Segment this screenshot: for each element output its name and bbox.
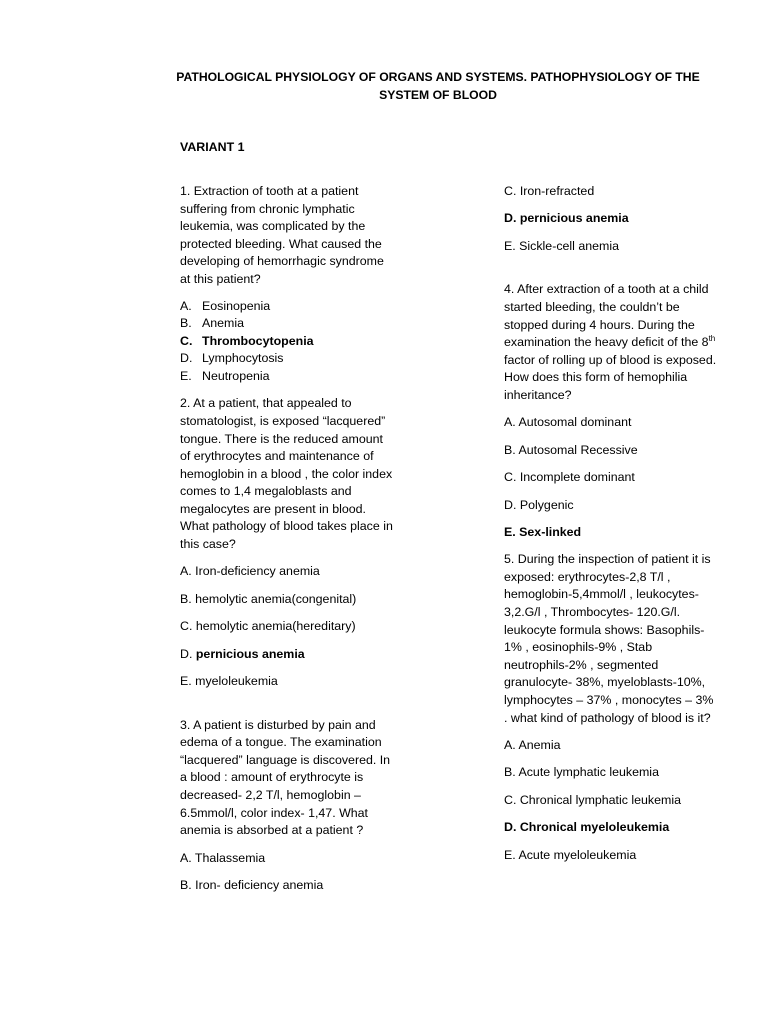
option-text: Thrombocytopenia bbox=[202, 333, 314, 348]
superscript: th bbox=[708, 334, 716, 344]
q5-option-c: C. Chronical lymphatic leukemia bbox=[504, 792, 681, 807]
q3-option-d-answer: D. pernicious anemia bbox=[504, 211, 629, 226]
q4-option-c: C. Incomplete dominant bbox=[504, 470, 635, 485]
option-marker: B. bbox=[180, 316, 192, 331]
spacer bbox=[504, 255, 719, 281]
q4-option-b: B. Autosomal Recessive bbox=[504, 442, 638, 457]
q4-option-d: D. Polygenic bbox=[504, 497, 574, 512]
question-1-options bbox=[180, 298, 395, 386]
question-1-text: 1. Extraction of tooth at a patient suffering from chronic lymphatic leukemia, was complicated by the protected bleeding. What caused the developing of hemorrhagic syndrome at this patient? bbox=[180, 184, 384, 286]
option-text: Anemia bbox=[202, 316, 245, 331]
q2-option-b: B. hemolytic anemia(congenital) bbox=[180, 591, 357, 606]
q3-option-e: E. Sickle-cell anemia bbox=[504, 238, 620, 253]
q2-option-c: C. hemolytic anemia(hereditary) bbox=[180, 619, 356, 634]
q3-option-b: B. Iron- deficiency anemia bbox=[180, 877, 324, 892]
option-marker: A. bbox=[180, 298, 192, 313]
document-title: PATHOLOGICAL PHYSIOLOGY OF ORGANS AND SYSTEMS. PATHOPHYSIOLOGY OF THE SYSTEM OF BLOOD bbox=[176, 70, 700, 102]
q4-option-e-answer: E. Sex-linked bbox=[504, 524, 582, 539]
q5-option-d-answer: D. Chronical myeloleukemia bbox=[504, 820, 670, 835]
q2-option-e: E. myeloleukemia bbox=[180, 674, 278, 689]
option-text: Lymphocytosis bbox=[202, 351, 284, 366]
left-column bbox=[180, 183, 395, 895]
q2-option-d-answer bbox=[180, 646, 395, 664]
option-c-answer bbox=[180, 333, 395, 351]
question-2-text: 2. At a patient, that appealed to stomatologist, is exposed “lacquered” tongue. There is the reduced amount of erythrocytes and maintenance of hemoglobin in a blood , the color index comes to 1,4 megaloblasts and megalocytes are present in blood. What pathology of blood takes place in this case? bbox=[180, 396, 393, 552]
question-4-text: 4. After extraction of a tooth at a child started bleeding, the couldn’t be stopped during 4 hours. During the examination the heavy deficit of the 8th factor of rolling up of blood is exposed. How does this form of hemophilia inheritance? bbox=[504, 282, 717, 402]
q5-option-a: A. Anemia bbox=[504, 738, 561, 753]
option-marker: D. bbox=[180, 646, 193, 661]
option-b bbox=[180, 315, 395, 333]
option-d bbox=[180, 350, 395, 368]
q2-option-a: A. Iron-deficiency anemia bbox=[180, 564, 320, 579]
q3-option-c: C. Iron-refracted bbox=[504, 184, 595, 198]
option-a bbox=[180, 298, 395, 316]
option-text: Neutropenia bbox=[202, 368, 270, 383]
q5-option-b: B. Acute lymphatic leukemia bbox=[504, 765, 659, 780]
option-marker: C. bbox=[180, 333, 193, 348]
option-e bbox=[180, 368, 395, 386]
variant-heading: VARIANT 1 bbox=[180, 140, 245, 154]
q4-option-a: A. Autosomal dominant bbox=[504, 415, 632, 430]
option-text: pernicious anemia bbox=[195, 646, 305, 661]
question-5-text: 5. During the inspection of patient it is exposed: erythrocytes-2,8 T/l , hemoglobin-5,4mmol/l , leukocytes-3,2.G/l , Thrombocytes- 120.G/l. leukocyte formula shows: Basophils-1% , eosinophils-9% , Stab neutrophils-2% , segmented granulocyte- 38%, myeloblasts-10%, lymphocytes – 37% , monocytes – 3% . what kind of pathology of blood is it? bbox=[504, 552, 714, 725]
q5-option-e: E. Acute myeloleukemia bbox=[504, 847, 637, 862]
q3-option-a: A. Thalassemia bbox=[180, 850, 266, 865]
option-text: Eosinopenia bbox=[202, 298, 271, 313]
option-marker: E. bbox=[180, 368, 192, 383]
option-marker: D. bbox=[180, 351, 193, 366]
spacer bbox=[180, 691, 395, 717]
question-3-text: 3. A patient is disturbed by pain and edema of a tongue. The examination “lacquered” language is discovered. In a blood : amount of erythrocyte is decreased- 2,2 T/l, hemoglobin – 6.5mmol/l, color index- 1,47. What anemia is absorbed at a patient ? bbox=[180, 717, 391, 838]
right-column bbox=[504, 183, 719, 864]
